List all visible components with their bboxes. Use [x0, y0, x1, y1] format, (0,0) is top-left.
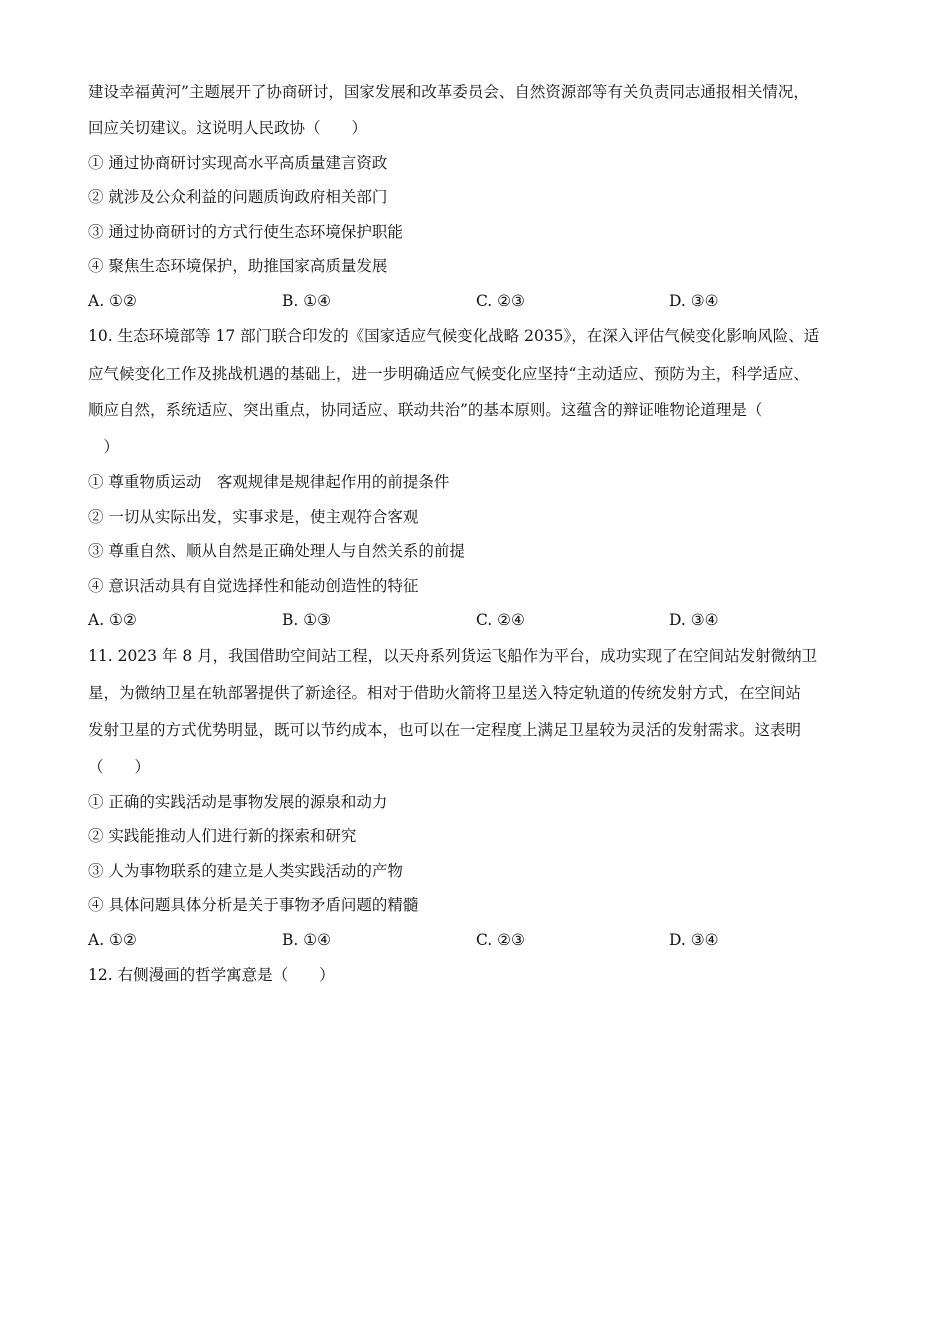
- q11-statement-2: ② 实践能推动人们进行新的探索和研究: [88, 827, 357, 845]
- q11-statement-4: ④ 具体问题具体分析是关于事物矛盾问题的精髓: [88, 896, 419, 914]
- q9-stem-line-1: 建设幸福黄河”主题展开了协商研讨，国家发展和改革委员会、自然资源部等有关负责同志通报相关情况，: [88, 83, 809, 101]
- q10-stem-line-1: 10. 生态环境部等 17 部门联合印发的《国家适应气候变化战略 2035》，在深入评估气候变化影响风险、适: [88, 327, 820, 345]
- q10-statement-4: ④ 意识活动具有自觉选择性和能动创造性的特征: [88, 577, 419, 595]
- q10-stem-line-3: 顺应自然，系统适应、突出重点，协同适应、联动共治”的基本原则。这蕴含的辩证唯物论道理是（: [88, 401, 763, 419]
- q9-option-d[interactable]: D. ③④: [669, 292, 719, 310]
- q10-stem-line-2: 应气候变化工作及挑战机遇的基础上，进一步明确适应气候变化应坚持“主动适应、预防为主，科学适应、: [88, 365, 809, 383]
- q9-option-c[interactable]: C. ②③: [476, 292, 525, 310]
- q12-stem-line-1: 12. 右侧漫画的哲学寓意是（ ）: [88, 966, 335, 984]
- q11-option-a[interactable]: A. ①②: [88, 931, 137, 949]
- q11-stem-line-2: 星，为微纳卫星在轨部署提供了新途径。相对于借助火箭将卫星送入特定轨道的传统发射方式，在空间站: [88, 684, 802, 702]
- q9-stem-line-2: 回应关切建议。这说明人民政协（ ）: [88, 119, 368, 137]
- q9-option-b[interactable]: B. ①④: [282, 292, 332, 310]
- q10-option-d[interactable]: D. ③④: [669, 611, 719, 629]
- q9-statement-1: ① 通过协商研讨实现高水平高质量建言资政: [88, 154, 388, 172]
- q10-options: [88, 610, 788, 630]
- q11-statement-1: ① 正确的实践活动是事物发展的源泉和动力: [88, 793, 388, 811]
- q11-stem-line-4: （ ）: [88, 758, 151, 776]
- q11-options: [88, 930, 788, 950]
- q10-option-c[interactable]: C. ②④: [476, 611, 525, 629]
- q10-stem-line-4: ）: [88, 438, 120, 456]
- q11-stem-line-3: 发射卫星的方式优势明显，既可以节约成本，也可以在一定程度上满足卫星较为灵活的发射需求。这表明: [88, 721, 802, 739]
- q11-option-d[interactable]: D. ③④: [669, 931, 719, 949]
- q9-options: [88, 291, 788, 311]
- q10-option-a[interactable]: A. ①②: [88, 611, 137, 629]
- q9-statement-2: ② 就涉及公众利益的问题质询政府相关部门: [88, 188, 388, 206]
- q10-statement-2: ② 一切从实际出发，实事求是，使主观符合客观: [88, 508, 419, 526]
- q9-statement-3: ③ 通过协商研讨的方式行使生态环境保护职能: [88, 223, 403, 241]
- q10-statement-3: ③ 尊重自然、顺从自然是正确处理人与自然关系的前提: [88, 542, 465, 560]
- q9-statement-4: ④ 聚焦生态环境保护，助推国家高质量发展: [88, 257, 388, 275]
- q11-option-b[interactable]: B. ①④: [282, 931, 332, 949]
- q11-stem-line-1: 11. 2023 年 8 月，我国借助空间站工程，以天舟系列货运飞船作为平台，成功实现了在空间站发射微纳卫: [88, 647, 818, 665]
- q10-statement-1: ① 尊重物质运动 客观规律是规律起作用的前提条件: [88, 473, 450, 491]
- q11-option-c[interactable]: C. ②③: [476, 931, 525, 949]
- q9-option-a[interactable]: A. ①②: [88, 292, 137, 310]
- q10-option-b[interactable]: B. ①③: [282, 611, 332, 629]
- q11-statement-3: ③ 人为事物联系的建立是人类实践活动的产物: [88, 862, 403, 880]
